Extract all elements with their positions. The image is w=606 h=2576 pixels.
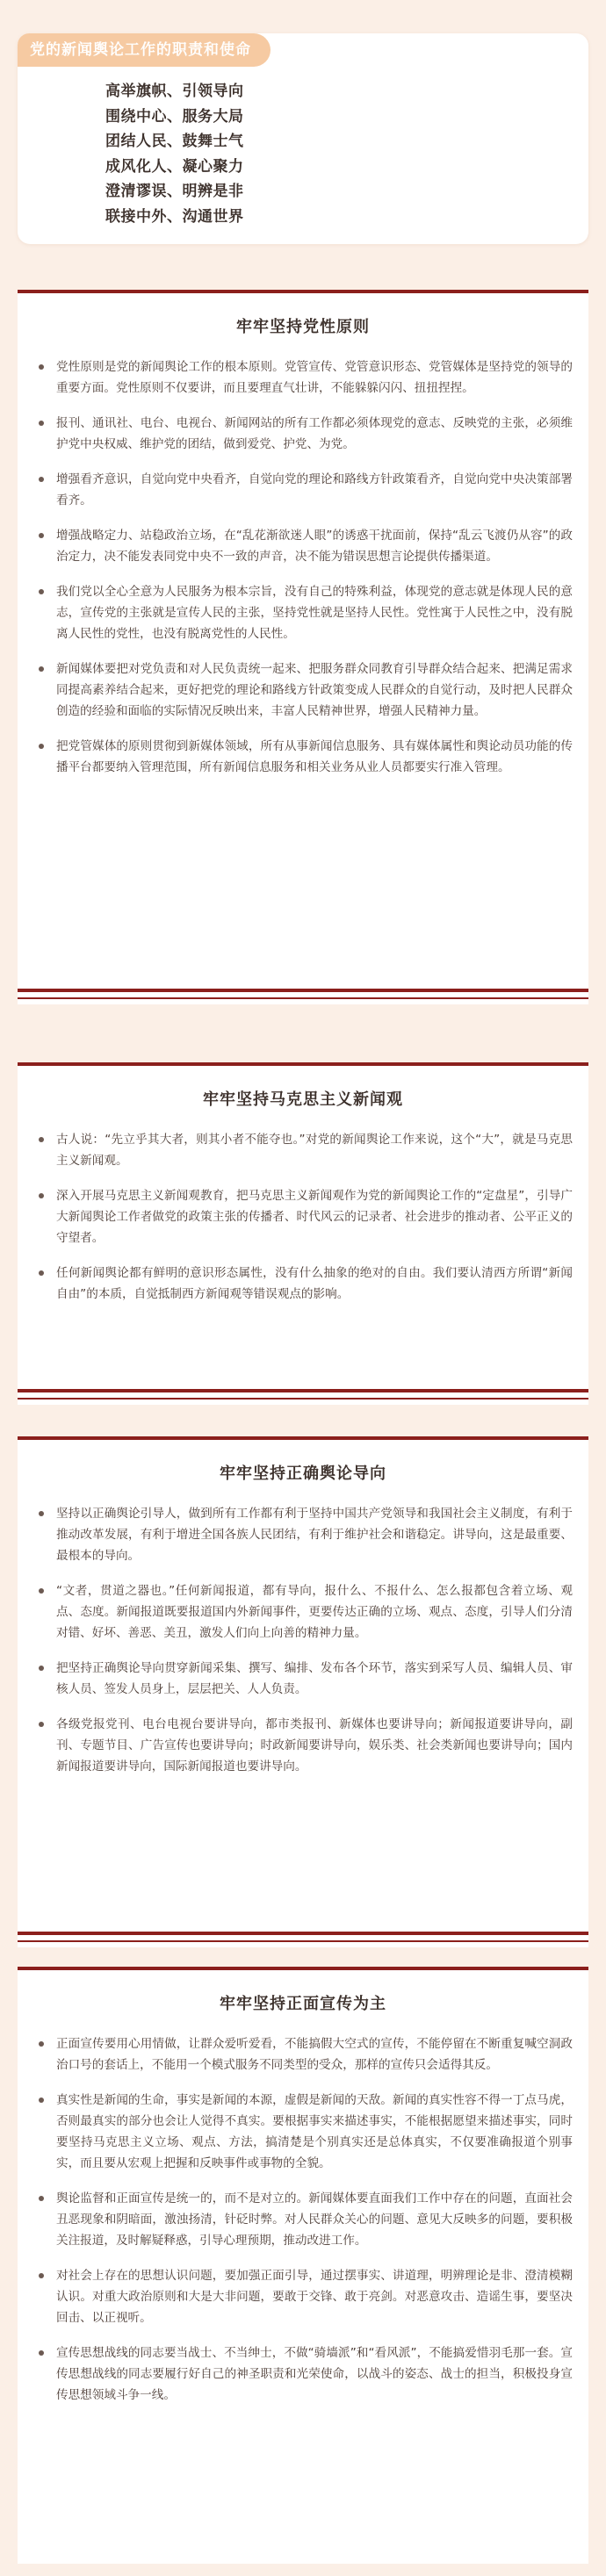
duties-tab-label: 党的新闻舆论工作的职责和使命 [18,33,271,67]
duties-list [105,79,244,229]
section-marxist-news-view [18,1062,588,1405]
section-top-rule [18,1436,588,1440]
section-title: 牢牢坚持党性原则 [236,318,370,336]
list-item: 增强看齐意识，自觉向党中央看齐，自觉向党的理论和路线方针政策看齐，自觉向党中央决策部署看齐。 [37,469,573,511]
list-item: 任何新闻舆论都有鲜明的意识形态属性，没有什么抽象的绝对的自由。我们要认清西方所谓“新闻自由”的本质，自觉抵制西方新闻观等错误观点的影响。 [37,1263,573,1305]
duty-item: 澄清谬误、明辨是非 [105,183,244,200]
section-bottom-rule [18,1389,588,1392]
list-item: 我们党以全心全意为人民服务为根本宗旨，没有自己的特殊利益，体现党的意志就是体现人民的意志，宣传党的主张就是宣传人民的主张，坚持党性就是坚持人民性。党性寓于人民性之中，没有脱离人民性的党性，也没有脱离党性的人民性。 [37,581,573,644]
duty-item: 成风化人、凝心聚力 [105,157,244,176]
list-item: 正面宣传要用心用情做，让群众爱听爱看，不能搞假大空式的宣传，不能停留在不断重复喊空洞政治口号的套话上，不能用一个模式服务不同类型的受众，那样的宣传只会适得其反。 [37,2033,573,2076]
list-item: 深入开展马克思主义新闻观教育，把马克思主义新闻观作为党的新闻舆论工作的“定盘星”，引导广大新闻舆论工作者做党的政策主张的传播者、时代风云的记录者、社会进步的推动者、公平正义的守望者。 [37,1185,573,1248]
duties-panel [0,0,606,263]
list-item: “文者，贯道之器也。”任何新闻报道，都有导向，报什么、不报什么、怎么报都包含着立场、观点、态度。新闻报道既要报道国内外新闻事件，更要传达正确的立场、观点、态度，引导人们分清对错、好坏、善恶、美丑，激发人们向上向善的精神力量。 [37,1580,573,1644]
section-positive-publicity [18,1967,588,2564]
duty-item: 联接中外、沟通世界 [105,207,244,226]
list-item: 把坚持正确舆论导向贯穿新闻采集、撰写、编排、发布各个环节，落实到采写人员、编辑人员、审核人员、签发人员身上，层层把关、人人负责。 [37,1658,573,1700]
list-item: 真实性是新闻的生命，事实是新闻的本源，虚假是新闻的天敌。新闻的真实性容不得一丁点马虎，否则最真实的部分也会让人觉得不真实。要根据事实来描述事实，不能根据愿望来描述事实，同时要坚持马克思主义立场、观点、方法，搞清楚是个别真实还是总体真实，不仅要准确报道个别事实，而且要从宏观上把握和反映事件或事物的全貌。 [37,2090,573,2174]
section-correct-guidance [18,1436,588,1947]
section-bottom-rule [18,997,588,999]
duties-card [18,33,588,244]
section-bottom-rule [18,1398,588,1400]
list-item: 坚持以正确舆论引导人，做到所有工作都有利于坚持中国共产党领导和我国社会主义制度，有利于推动改革发展，有利于增进全国各族人民团结，有利于维护社会和谐稳定。讲导向，这是最重要、最根本的导向。 [37,1503,573,1566]
list-item: 把党管媒体的原则贯彻到新媒体领域，所有从事新闻信息服务、具有媒体属性和舆论动员功能的传播平台都要纳入管理范围，所有新闻信息服务和相关业务从业人员都要实行准入管理。 [37,736,573,778]
list-item: 党性原则是党的新闻舆论工作的根本原则。党管宣传、党管意识形态、党管媒体是坚持党的领导的重要方面。党性原则不仅要讲，而且要理直气壮讲，不能躲躲闪闪、扭扭捏捏。 [37,356,573,399]
section-bottom-rule [18,1932,588,1935]
section-title: 牢牢坚持马克思主义新闻观 [203,1090,403,1109]
section-top-rule [18,290,588,293]
section-top-rule [18,1062,588,1066]
list-item: 增强战略定力、站稳政治立场，在“乱花渐欲迷人眼”的诱惑干扰面前，保持“乱云飞渡仍从容”的政治定力，决不能发表同党中央不一致的声音，决不能为错误思想言论提供传播渠道。 [37,525,573,567]
list-item: 舆论监督和正面宣传是统一的，而不是对立的。新闻媒体要直面我们工作中存在的问题，直面社会丑恶现象和阴暗面，激浊扬清，针砭时弊。对人民群众关心的问题、意见大反映多的问题，要积极关注报道，及时解疑释惑，引导心理预期，推动改进工作。 [37,2188,573,2251]
list-item: 对社会上存在的思想认识问题，要加强正面引导，通过摆事实、讲道理，明辨理论是非、澄清模糊认识。对重大政治原则和大是大非问题，要敢于交锋、敢于亮剑。对恶意攻击、造谣生事，要坚决回击、以正视听。 [37,2265,573,2328]
list-item: 宣传思想战线的同志要当战士、不当绅士，不做“骑墙派”和“看风派”，不能搞爱惜羽毛那一套。宣传思想战线的同志要履行好自己的神圣职责和光荣使命，以战斗的姿态、战士的担当，积极投身宣传思想领域斗争一线。 [37,2342,573,2406]
section-title: 牢牢坚持正确舆论导向 [220,1464,386,1483]
section-bottom-rule [18,1940,588,1942]
list-item: 报刊、通讯社、电台、电视台、新闻网站的所有工作都必须体现党的意志、反映党的主张，必须维护党中央权威、维护党的团结，做到爱党、护党、为党。 [37,413,573,455]
list-item: 各级党报党刊、电台电视台要讲导向，都市类报刊、新媒体也要讲导向；新闻报道要讲导向，副刊、专题节目、广告宣传也要讲导向；时政新闻要讲导向，娱乐类、社会类新闻也要讲导向；国内新闻报道要讲导向，国际新闻报道也要讲导向。 [37,1714,573,1777]
section-bottom-rule [18,989,588,992]
section-list [37,2033,573,2420]
list-item: 古人说：“先立乎其大者，则其小者不能夺也。”对党的新闻舆论工作来说，这个“大”，就是马克思主义新闻观。 [37,1129,573,1171]
section-party-spirit [18,290,588,1004]
section-title: 牢牢坚持正面宣传为主 [220,1995,386,2013]
section-list [37,1503,573,1791]
section-list [37,356,573,792]
duty-item: 高举旗帜、引领导向 [105,83,244,100]
list-item: 新闻媒体要把对党负责和对人民负责统一起来、把服务群众同教育引导群众结合起来、把满足需求同提高素养结合起来，更好把党的理论和路线方针政策变成人民群众的自觉行动，及时把人民群众创造的经验和面临的实际情况反映出来，丰富人民精神世界，增强人民精神力量。 [37,658,573,722]
duty-item: 团结人民、鼓舞士气 [105,133,244,150]
duty-item: 围绕中心、服务大局 [105,107,244,126]
section-list [37,1129,573,1319]
section-top-rule [18,1967,588,1970]
